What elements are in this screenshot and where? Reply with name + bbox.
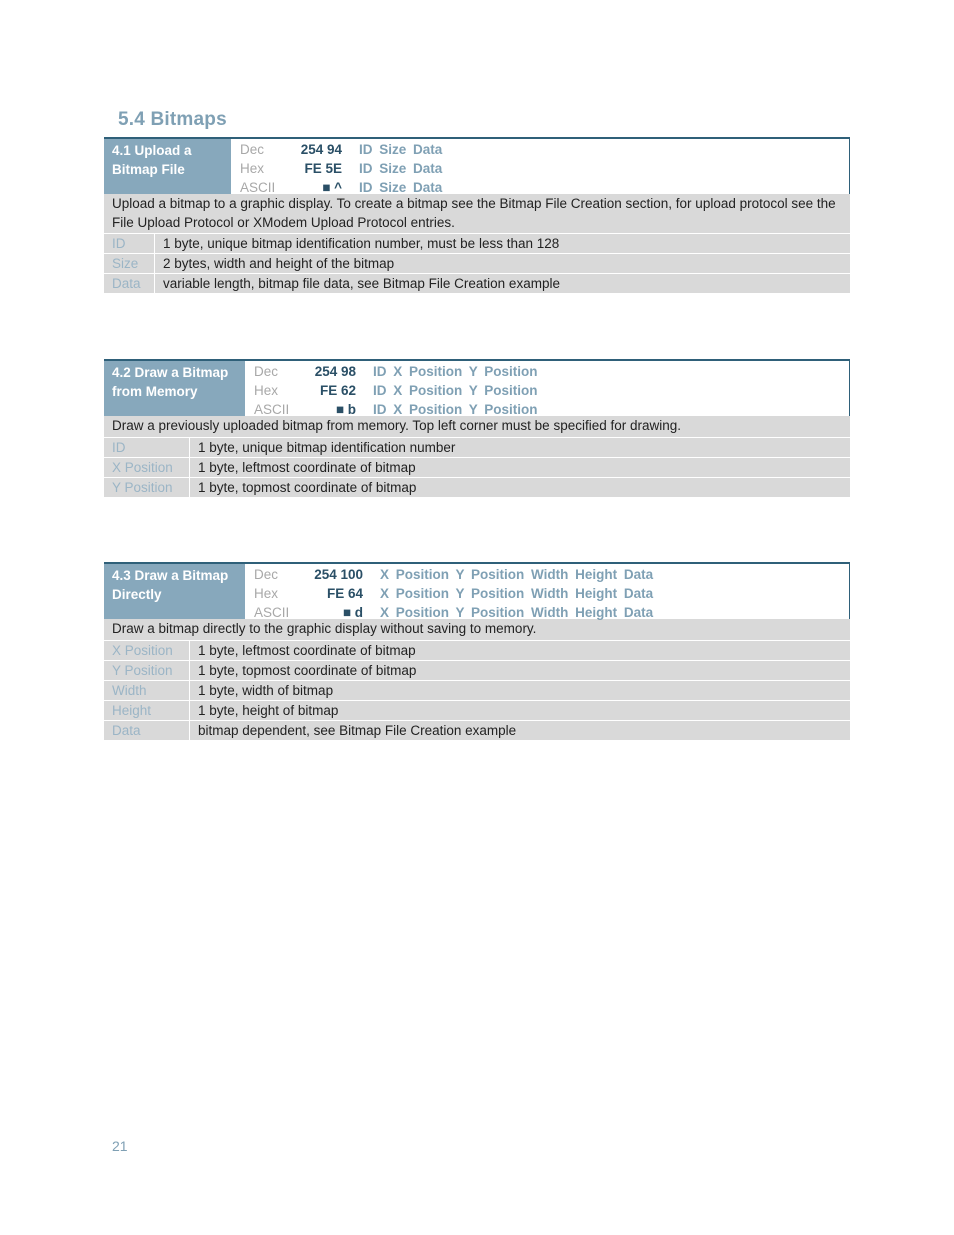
section-title: 5.4 Bitmaps <box>118 109 227 130</box>
parameter-name: Width <box>104 681 190 700</box>
parameter-row <box>104 274 850 294</box>
encoding-type: ASCII <box>240 180 276 195</box>
parameter-row <box>104 681 850 701</box>
encoding-params: ID Size Data <box>359 142 443 157</box>
parameter-name: Data <box>104 721 190 740</box>
encoding-params: X Position Y Position Width Height Data <box>380 605 654 620</box>
parameter-row <box>104 721 850 741</box>
parameter-desc: 1 byte, unique bitmap identification number <box>198 439 456 455</box>
encoding-params: X Position Y Position Width Height Data <box>380 586 654 601</box>
parameter-desc: 1 byte, unique bitmap identification number, must be less than 128 <box>163 236 560 251</box>
encoding-params: X Position Y Position Width Height Data <box>380 567 654 582</box>
parameter-desc: 1 byte, width of bitmap <box>198 682 334 698</box>
encoding-type: Hex <box>254 383 279 398</box>
encoding-params: ID X Position Y Position <box>373 364 538 379</box>
encoding-code: FE 64 <box>326 586 363 601</box>
command-title: 4.1 Upload a Bitmap File <box>104 139 231 194</box>
encoding-params: ID Size Data <box>359 161 443 176</box>
parameter-desc: 2 bytes, width and height of the bitmap <box>163 256 395 271</box>
parameter-row <box>104 234 850 254</box>
parameter-row <box>104 254 850 274</box>
command-header <box>104 359 850 416</box>
command-draw-bitmap-memory <box>104 359 850 498</box>
encoding-code: 254 94 <box>300 142 342 157</box>
parameter-row <box>104 701 850 721</box>
encoding-type: Dec <box>240 142 265 157</box>
command-header <box>104 137 850 194</box>
parameter-name: X Position <box>104 458 190 477</box>
encoding-type: ASCII <box>254 605 290 620</box>
parameter-name: X Position <box>104 641 190 660</box>
parameter-desc: 1 byte, leftmost coordinate of bitmap <box>198 642 416 658</box>
parameter-name: Height <box>104 701 190 720</box>
encoding-code: FE 62 <box>319 383 356 398</box>
page-number: 21 <box>112 1138 128 1154</box>
command-description: Upload a bitmap to a graphic display. To create a bitmap see the Bitmap File Creation section, for upload protocol see the File Upload Protocol or XModem Upload Protocol entries. <box>104 194 850 234</box>
parameter-row <box>104 661 850 681</box>
parameter-name: Y Position <box>104 661 190 680</box>
command-draw-bitmap-directly <box>104 562 850 741</box>
encoding-type: Dec <box>254 567 279 582</box>
parameter-name: Data <box>104 274 155 293</box>
encoding-code: ■ ^ <box>322 180 342 195</box>
command-description: Draw a bitmap directly to the graphic display without saving to memory. <box>104 619 850 641</box>
command-description: Draw a previously uploaded bitmap from memory. Top left corner must be specified for drawing. <box>104 416 850 438</box>
encoding-code: ■ b <box>335 402 356 417</box>
parameter-row <box>104 458 850 478</box>
command-title: 4.2 Draw a Bitmap from Memory <box>104 361 245 416</box>
parameter-name: ID <box>104 234 155 253</box>
encoding-params: ID X Position Y Position <box>373 383 538 398</box>
encoding-type: Dec <box>254 364 279 379</box>
parameter-row <box>104 438 850 458</box>
encoding-params: ID Size Data <box>359 180 443 195</box>
encoding-params: ID X Position Y Position <box>373 402 538 417</box>
encoding-code: ■ d <box>342 605 363 620</box>
encoding-type: ASCII <box>254 402 290 417</box>
parameter-row <box>104 478 850 498</box>
parameter-desc: variable length, bitmap file data, see Bitmap File Creation example <box>163 276 560 291</box>
parameter-desc: 1 byte, topmost coordinate of bitmap <box>198 479 417 495</box>
parameter-row <box>104 641 850 661</box>
encoding-code: FE 5E <box>304 161 342 176</box>
encoding-code: 254 100 <box>314 567 363 582</box>
parameter-name: Y Position <box>104 478 190 497</box>
parameter-name: ID <box>104 438 190 457</box>
parameter-desc: 1 byte, topmost coordinate of bitmap <box>198 662 417 678</box>
encoding-type: Hex <box>254 586 279 601</box>
parameter-desc: 1 byte, leftmost coordinate of bitmap <box>198 459 416 475</box>
parameter-desc: 1 byte, height of bitmap <box>198 702 339 718</box>
encoding-type: Hex <box>240 161 265 176</box>
command-upload-bitmap <box>104 137 850 294</box>
command-title: 4.3 Draw a Bitmap Directly <box>104 564 245 619</box>
encoding-code: 254 98 <box>314 364 356 379</box>
parameter-name: Size <box>104 254 155 273</box>
command-header <box>104 562 850 619</box>
parameter-desc: bitmap dependent, see Bitmap File Creation example <box>198 722 517 738</box>
